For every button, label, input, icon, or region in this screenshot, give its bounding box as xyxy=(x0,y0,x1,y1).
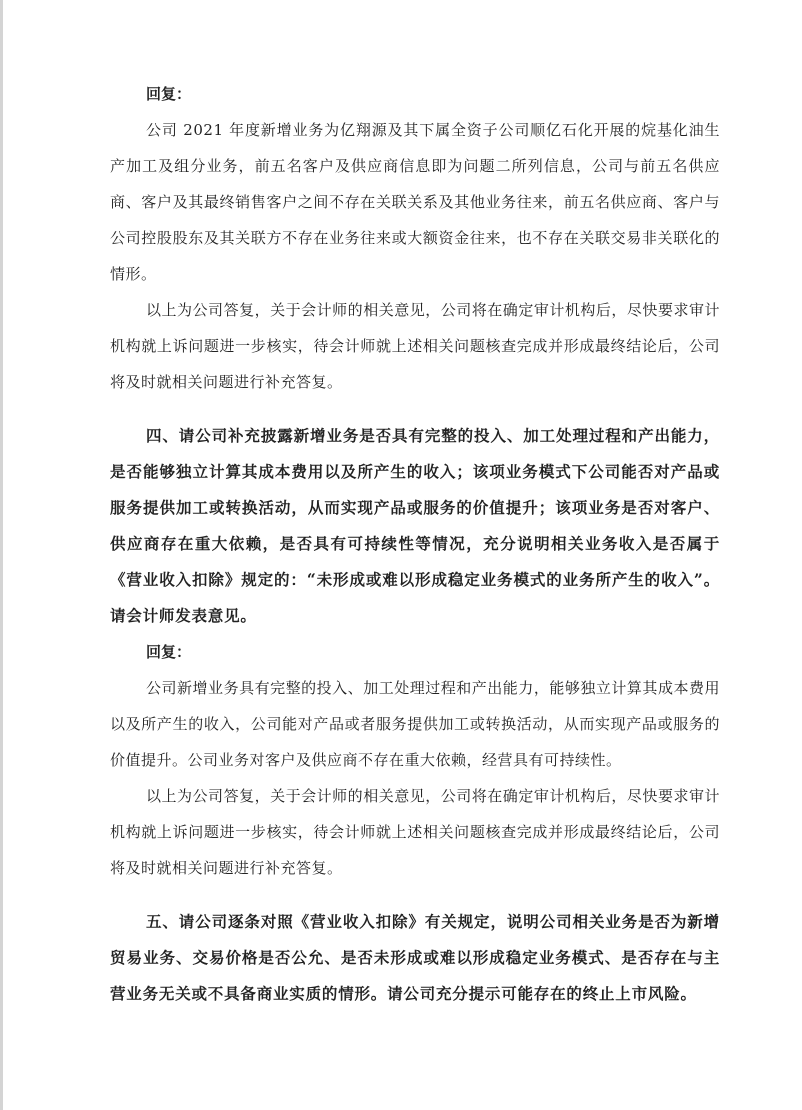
reply-paragraph: 以上为公司答复，关于会计师的相关意见，公司将在确定审计机构后，尽快要求审计机构就上诉问题进一步核实，待会计师就上述相关问题核查完成并形成最终结论后，公司将及时就相关问题进行补充答复。 xyxy=(110,301,720,391)
document-body xyxy=(110,76,720,1012)
reply-paragraph: 公司 2021 年度新增业务为亿翔源及其下属全资子公司顺亿石化开展的烷基化油生产加工及组分业务，前五名客户及供应商信息即为问题二所列信息，公司与前五名供应商、客户及其最终销售客户之间不存在关联关系及其他业务往来，前五名供应商、客户与公司控股股东及其关联方不存在业务往来或大额资金往来，也不存在关联交易非关联化的情形。 xyxy=(110,121,720,283)
reply-label: 回复： xyxy=(146,85,192,103)
question-five: 五、请公司逐条对照《营业收入扣除》有关规定，说明公司相关业务是否为新增贸易业务、交易价格是否公允、是否未形成或难以形成稳定业务模式、是否存在与主营业务无关或不具备商业实质的情形。请公司充分提示可能存在的终止上市风险。 xyxy=(110,912,720,1003)
reply-paragraph: 公司新增业务具有完整的投入、加工处理过程和产出能力，能够独立计算其成本费用以及所产生的收入，公司能对产品或者服务提供加工或转换活动，从而实现产品或服务的价值提升。公司业务对客户及供应商不存在重大依赖，经营具有可持续性。 xyxy=(110,679,720,769)
question-four: 四、请公司补充披露新增业务是否具有完整的投入、加工处理过程和产出能力，是否能够独立计算其成本费用以及所产生的收入；该项业务模式下公司能否对产品或服务提供加工或转换活动，从而实现产品或服务的价值提升；该项业务是否对客户、供应商存在重大依赖，是否具有可持续性等情况，充分说明相关业务收入是否属于《营业收入扣除》规定的：“未形成或难以形成稳定业务模式的业务所产生的收入”。请会计师发表意见。 xyxy=(110,426,720,625)
page-edge xyxy=(0,0,3,1110)
reply-paragraph: 以上为公司答复，关于会计师的相关意见，公司将在确定审计机构后，尽快要求审计机构就上诉问题进一步核实，待会计师就上述相关问题核查完成并形成最终结论后，公司将及时就相关问题进行补充答复。 xyxy=(110,787,720,877)
reply-label: 回复： xyxy=(146,643,192,661)
